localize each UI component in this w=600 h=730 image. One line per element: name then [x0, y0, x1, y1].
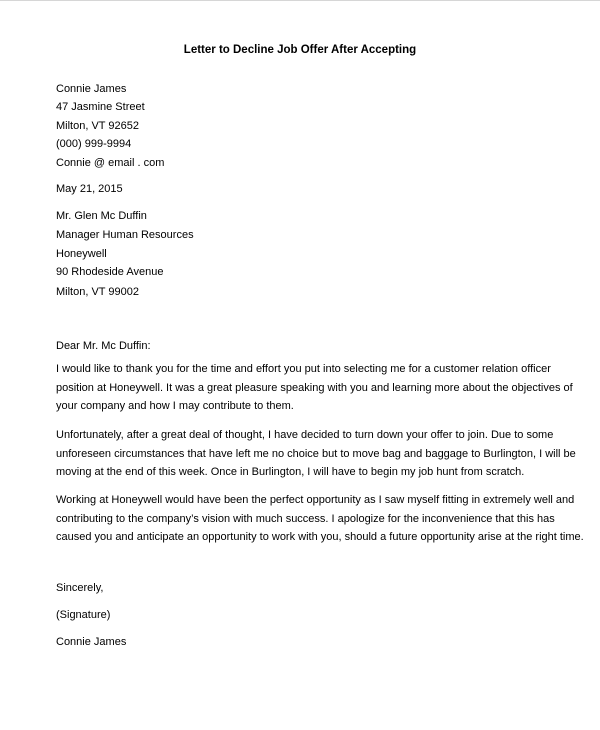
body-paragraph-3 [56, 491, 584, 547]
sender-name: Connie James [56, 83, 127, 95]
paragraph-line: unforeseen circumstances that have left me no choice but to move bag and baggage to Burlington, I will be [56, 447, 576, 460]
page-top-border [0, 0, 600, 1]
letter-date: May 21, 2015 [56, 183, 123, 195]
closing: Sincerely, [56, 582, 104, 594]
signer-name: Connie James [56, 636, 127, 648]
body-paragraph-1 [56, 360, 573, 416]
paragraph-line: caused you and anticipate an opportunity to work with you, should a future opportunity arise at the right time. [56, 531, 584, 543]
sender-phone: (000) 999-9994 [56, 138, 132, 150]
recipient-city: Milton, VT 99002 [56, 286, 139, 298]
recipient-title: Manager Human Resources [56, 229, 194, 241]
paragraph-line: Working at Honeywell would have been the perfect opportunity as I saw myself fitting in extremely well and [56, 494, 575, 506]
sender-city: Milton, VT 92652 [56, 120, 139, 132]
recipient-name: Mr. Glen Mc Duffin [56, 210, 147, 222]
recipient-street: 90 Rhodeside Avenue [56, 266, 164, 278]
signature-placeholder: (Signature) [56, 609, 111, 621]
paragraph-line: I would like to thank you for the time and effort you put into selecting me for a customer relation officer [56, 363, 551, 375]
paragraph-line: contributing to the company’s vision with much success. I apologize for the inconvenience that this has [56, 512, 555, 525]
paragraph-line: your company and how I may contribute to them. [56, 400, 294, 412]
body-paragraph-2 [56, 426, 576, 482]
paragraph-line: position at Honeywell. It was a great pleasure speaking with you and learning more about the objectives of [56, 381, 573, 394]
recipient-company: Honeywell [56, 248, 107, 260]
salutation: Dear Mr. Mc Duffin: [56, 340, 151, 352]
letter-title: Letter to Decline Job Offer After Accepting [183, 44, 417, 56]
sender-email: Connie @ email . com [56, 157, 165, 169]
sender-street: 47 Jasmine Street [56, 101, 145, 113]
paragraph-line: moving at the end of this week. Once in Burlington, I will have to begin my job hunt from scratch. [56, 466, 525, 478]
paragraph-line: Unfortunately, after a great deal of thought, I have decided to turn down your offer to join. Due to some [56, 429, 554, 441]
